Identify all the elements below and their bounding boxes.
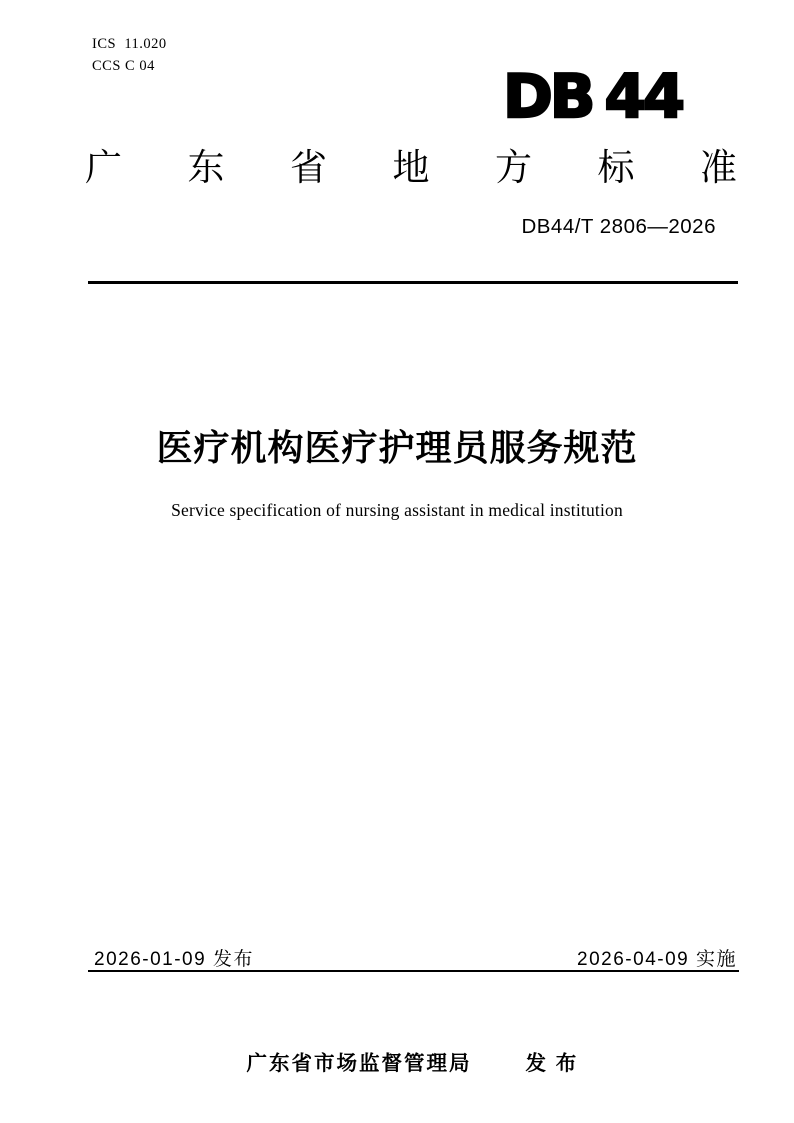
ccs-code: CCS C 04 [92,58,155,74]
document-title-english: Service specification of nursing assistant in medical institution [171,500,623,520]
standard-type-char: 东 [187,147,225,188]
publisher-line [0,1022,794,1100]
standard-type-char: 地 [392,147,430,188]
publisher-name: 广东省市场监督管理局 [246,1052,472,1075]
standard-type-char: 标 [597,147,635,188]
header-rule [88,281,738,284]
issue-date: 2026-01-09 发布 [94,949,254,970]
standard-type-char: 广 [85,147,122,188]
standard-type-char: 准 [700,147,737,188]
db44-logo [502,62,682,132]
implementation-date: 2026-04-09 实施 [577,949,737,970]
standard-type-char: 省 [290,147,327,188]
standard-type-char: 方 [495,147,532,188]
standard-number: DB44/T 2806—2026 [521,215,716,238]
ics-code: ICS 11.020 [92,36,167,52]
db44-logo-letters: DB [502,62,593,132]
publish-label: 发 布 [525,1052,579,1075]
footer-rule [88,970,739,972]
document-title: 医疗机构医疗护理员服务规范 [156,427,638,468]
db44-logo-number: 44 [604,62,682,132]
standard-type-title [85,148,737,188]
